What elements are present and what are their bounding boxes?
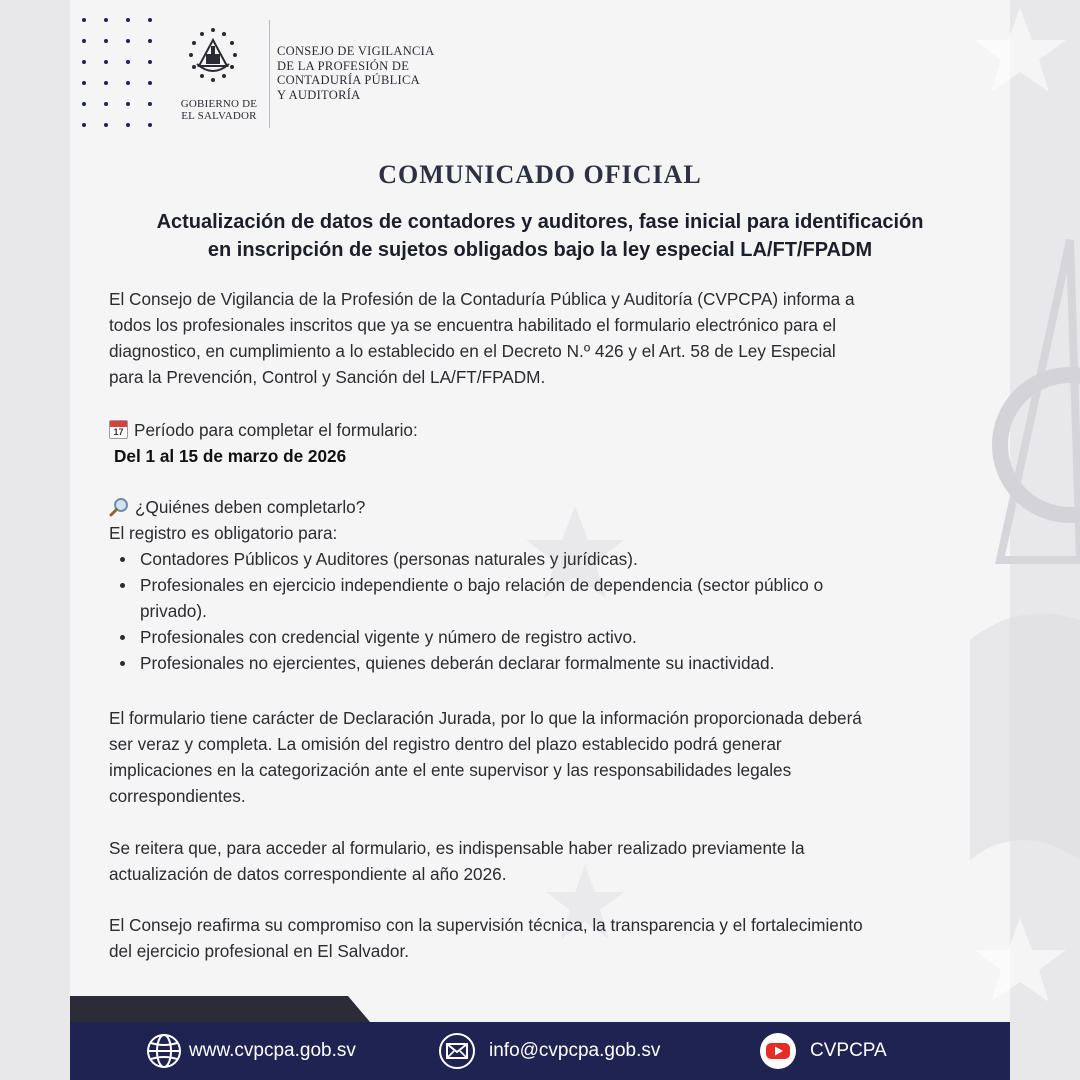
- government-label: GOBIERNO DE EL SALVADOR: [180, 98, 258, 122]
- email-icon: [438, 1032, 476, 1070]
- watermark-ring: [1000, 375, 1080, 515]
- declaration-paragraph: El formulario tiene carácter de Declaración Jurada, por lo que la información proporcionada deberá ser veraz y completa. La omisión del registro dentro del plazo establecido podrá generar implicaciones en la categorización ante el ente supervisor y las responsabilidades legales correspondientes.: [109, 708, 862, 806]
- list-item: Profesionales en ejercicio independiente o bajo relación de dependencia (sector público o privado).: [109, 572, 969, 624]
- obligated-list: [109, 546, 969, 676]
- watermark-star-icon: [974, 8, 1066, 92]
- period-label: Período para completar el formulario:: [134, 420, 418, 440]
- intro-paragraph: El Consejo de Vigilancia de la Profesión de la Contaduría Pública y Auditoría (CVPCPA) informa a todos los profesionales inscritos que ya se encuentra habilitado el formulario electrónico para el diagnostico, en cumplimiento a lo establecido en el Decreto N.º 426 y el Art. 58 de Ley Especial para la Prevención, Control y Sanción del LA/FT/FPADM.: [109, 289, 855, 387]
- who-intro: El registro es obligatorio para:: [109, 523, 338, 543]
- page-title: COMUNICADO OFICIAL: [378, 160, 702, 189]
- reiterate-paragraph: Se reitera que, para acceder al formulario, es indispensable haber realizado previamente la actualización de datos correspondiente al año 2026.: [109, 838, 805, 884]
- subtitle: Actualización de datos de contadores y auditores, fase inicial para identificación en inscripción de sujetos obligados bajo la ley especial LA/FT/FPADM: [156, 211, 924, 261]
- dot-grid-decoration: [82, 18, 154, 130]
- header-divider: [269, 20, 270, 128]
- youtube-icon: [758, 1032, 798, 1070]
- globe-icon: [145, 1032, 183, 1070]
- who-question: ¿Quiénes deben completarlo?: [135, 497, 366, 517]
- list-item: Profesionales no ejercientes, quienes deberán declarar formalmente su inactividad.: [109, 650, 969, 676]
- period-section: [109, 417, 972, 469]
- list-item: Profesionales con credencial vigente y número de registro activo.: [109, 624, 969, 650]
- closing-paragraph: El Consejo reafirma su compromiso con la supervisión técnica, la transparencia y el fortalecimiento del ejercicio profesional en El Salvador.: [109, 915, 863, 961]
- calendar-icon: 17: [109, 420, 128, 439]
- email-link[interactable]: info@cvpcpa.gob.sv: [489, 1040, 661, 1061]
- watermark-star-icon: [974, 918, 1066, 1002]
- list-item: Contadores Públicos y Auditores (personas naturales y jurídicas).: [109, 546, 969, 572]
- youtube-channel-link[interactable]: CVPCPA: [810, 1040, 887, 1061]
- who-section: [109, 494, 972, 546]
- footer-accent-band: [70, 996, 370, 1022]
- magnifier-icon: [109, 497, 129, 517]
- el-salvador-coat-of-arms-icon: [185, 26, 241, 96]
- council-name: CONSEJO DE VIGILANCIA DE LA PROFESIÓN DE CONTADURÍA PÚBLICA Y AUDITORÍA: [277, 44, 435, 102]
- period-dates: Del 1 al 15 de marzo de 2026: [114, 446, 347, 466]
- website-link[interactable]: www.cvpcpa.gob.sv: [189, 1040, 356, 1061]
- footer: [70, 1022, 1010, 1080]
